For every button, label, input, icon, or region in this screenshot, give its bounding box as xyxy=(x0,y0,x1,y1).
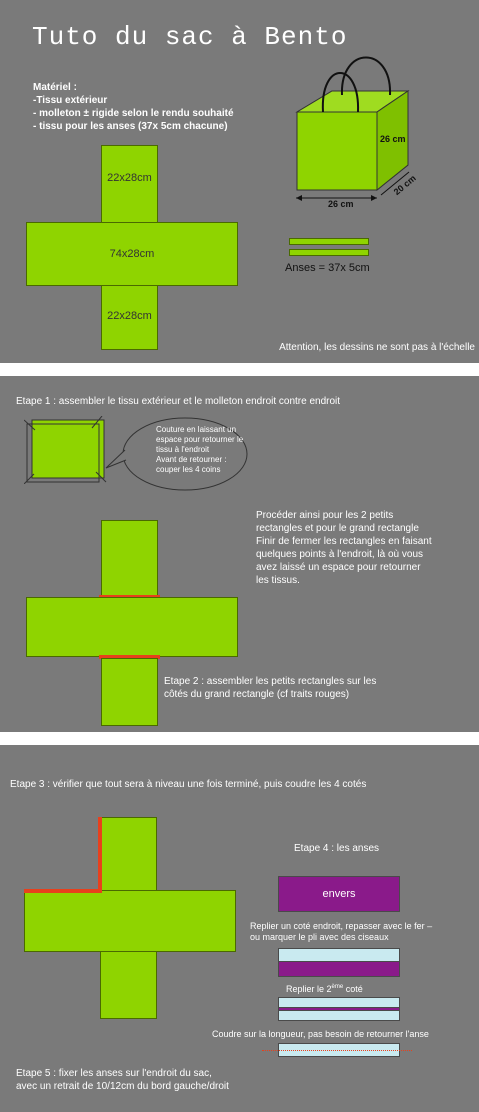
top-rectangle xyxy=(101,145,158,223)
bag-height-label: 26 cm xyxy=(380,134,406,144)
scale-warning: Attention, les dessins ne sont pas à l'échelle xyxy=(279,342,475,353)
note-line-4: quelques points à l'endroit, là où vous xyxy=(256,549,424,560)
fold2-sup: ème xyxy=(331,984,344,990)
top-rectangle-label: 22x28cm xyxy=(107,172,152,184)
bag-width-label: 26 cm xyxy=(328,199,354,209)
seam-vertical xyxy=(98,817,102,893)
step5-line-1: Etape 5 : fixer les anses sur l'endroit du sac, xyxy=(16,1068,212,1079)
envers-label: envers xyxy=(322,888,356,900)
panel-steps-1-2 xyxy=(0,376,479,732)
bubble-line-4: Avant de retourner : xyxy=(156,455,227,464)
materials-line-1: -Tissu extérieur xyxy=(33,95,108,106)
assembly-top-rectangle xyxy=(101,520,158,598)
final-bottom-rectangle xyxy=(100,951,157,1019)
step3-text: Etape 3 : vérifier que tout sera à niveau une fois terminé, puis coudre les 4 cotés xyxy=(10,779,367,790)
handles-label: Anses = 37x 5cm xyxy=(285,262,370,274)
handle-double-fold-bottom xyxy=(278,1010,400,1021)
bubble-line-2: espace pour retourner le xyxy=(156,435,244,444)
note-line-3: Finir de fermer les rectangles en faisant xyxy=(256,536,432,547)
panel-overview xyxy=(0,0,479,363)
page-title: Tuto du sac à Bento xyxy=(32,22,348,52)
assembly-bottom-rectangle xyxy=(101,658,158,726)
seam-horizontal xyxy=(24,889,102,893)
step1-text: Etape 1 : assembler le tissu extérieur et le molleton endroit contre endroit xyxy=(16,396,341,407)
wide-rectangle-label: 74x28cm xyxy=(109,248,155,260)
note-line-6: les tissus. xyxy=(256,575,300,586)
final-top-rectangle xyxy=(100,817,157,891)
bubble-line-1: Couture en laissant un xyxy=(156,425,237,434)
step4-text: Etape 4 : les anses xyxy=(294,843,380,854)
fold2-prefix: Replier le 2 xyxy=(286,984,332,994)
step5-line-2: avec un retrait de 10/12cm du bord gauche/droit xyxy=(16,1081,229,1092)
bubble-line-3: tissu à l'endroit xyxy=(156,445,210,454)
panel-steps-3-5 xyxy=(0,745,479,1112)
handle-folded-blue xyxy=(278,948,400,962)
bottom-rectangle-label: 22x28cm xyxy=(107,310,152,322)
handle-strip-2 xyxy=(289,249,369,256)
note-line-2: rectangles et pour le grand rectangle xyxy=(256,523,419,534)
fold-line-2: ou marquer le pli avec des ciseaux xyxy=(250,932,389,942)
note-line-1: Procéder ainsi pour les 2 petits xyxy=(256,510,394,521)
handle-strip-1 xyxy=(289,238,369,245)
sew-text: Coudre sur la longueur, pas besoin de retourner l'anse xyxy=(212,1029,429,1039)
step2-line-1: Etape 2 : assembler les petits rectangles sur les xyxy=(164,676,377,687)
bubble-line-5: couper les 4 coins xyxy=(156,465,221,474)
materials-heading: Matériel : xyxy=(33,82,77,93)
final-wide-rectangle xyxy=(24,890,236,952)
handle-folded-purple xyxy=(278,961,400,977)
fold2-suffix: coté xyxy=(343,984,363,994)
fold-line-1: Replier un coté endroit, repasser avec le fer – xyxy=(250,921,433,931)
note-line-5: avez laissé un espace pour retourner xyxy=(256,562,421,573)
stitch-line xyxy=(262,1050,412,1051)
assembly-wide-rectangle xyxy=(26,597,238,657)
materials-line-3: - tissu pour les anses (37x 5cm chacune) xyxy=(33,121,228,132)
fold2-text xyxy=(286,982,363,994)
bag-illustration xyxy=(290,40,430,215)
materials-line-2: - molleton ± rigide selon le rendu souhaité xyxy=(33,108,234,119)
step2-line-2: côtés du grand rectangle (cf traits rouges) xyxy=(164,689,350,700)
bag-depth-label: 20 cm xyxy=(391,172,418,198)
